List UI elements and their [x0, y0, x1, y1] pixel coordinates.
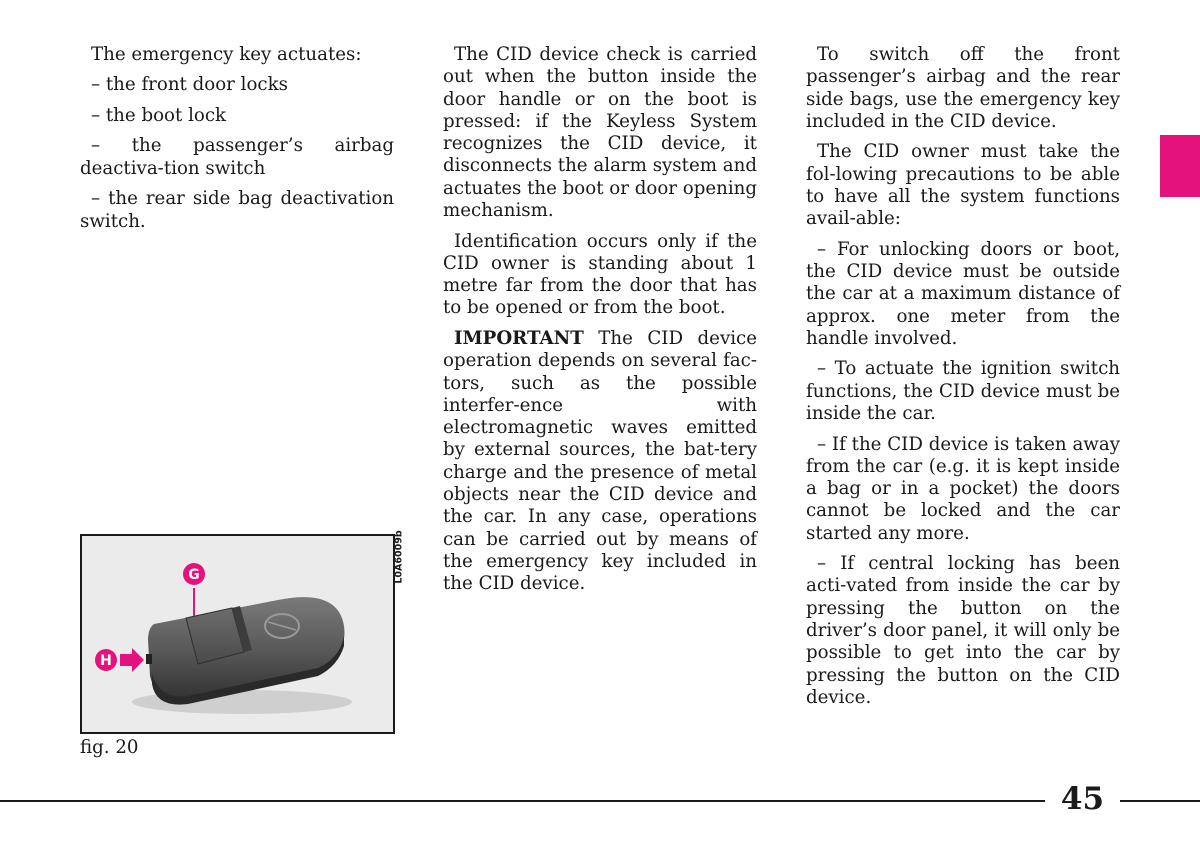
- footer-rule-left: [0, 800, 1045, 802]
- paragraph: [443, 231, 757, 320]
- list-item: – To actuate the ignition switch functions, the CID device must be inside the car.: [806, 358, 1120, 425]
- paragraph-text: The CID device operation depends on several fac-tors, such as the possible interfer-ence with electromagnetic waves emitted by external sources, the bat-tery charge and the presence of metal objects near the CID device and the car. In any case, operations can be carried out by means of the emergency key included in the CID device.: [443, 327, 757, 595]
- list-item: – If the CID device is taken away from the car (e.g. it is kept inside a bag or in a pocket) the doors cannot be locked and the car started any more.: [806, 433, 1120, 544]
- figure-code-text: L0A6009b: [393, 530, 405, 584]
- text-column-right: [806, 44, 1120, 717]
- text-column-middle: [443, 44, 757, 604]
- text-column-left: [80, 44, 394, 241]
- list-item: – the boot lock: [91, 104, 227, 126]
- list-item: – For unlocking doors or boot, the CID device must be outside the car at a maximum distance of approx. one meter from the handle involved.: [806, 238, 1120, 349]
- paragraph-text: The CID device check is carried out when the button inside the door handle or on the boot is pressed: if the Keyless System recognizes the CID device, it disconnects the alarm system and actuates the boot or door opening mechanism.: [443, 44, 757, 222]
- list-item: – If central locking has been acti-vated from inside the car by pressing the button on the driver’s door panel, it will only be possible to get into the car by pressing the button on the CID device.: [806, 553, 1120, 708]
- paragraph-text: Identification occurs only if the CID owner is standing about 1 metre far from the door that has to be opened or from the boot.: [443, 230, 757, 319]
- section-tab-marker: [1160, 135, 1200, 197]
- important-label: IMPORTANT: [454, 327, 584, 349]
- figure-caption: fig. 20: [80, 737, 139, 758]
- figure-code: [392, 530, 406, 584]
- footer-rule-right: [1120, 800, 1200, 802]
- important-paragraph: [443, 328, 757, 596]
- side-button: [146, 654, 152, 664]
- list-item: – the front door locks: [91, 74, 288, 96]
- key-fob-illustration: [82, 536, 393, 732]
- callout-g-label: G: [188, 567, 200, 583]
- callout-h-label: H: [100, 653, 112, 669]
- paragraph: The emergency key actuates:: [91, 44, 362, 65]
- page-number: 45: [1060, 781, 1105, 817]
- list-item: – the passenger’s airbag deactiva-tion switch: [80, 135, 394, 179]
- paragraph: To switch off the front passenger’s airbag and the rear side bags, use the emergency key included in the CID device.: [806, 44, 1120, 132]
- arrow-right-icon: [120, 648, 144, 672]
- paragraph: The CID owner must take the fol-lowing precautions to be able to have all the system functions avail-able:: [806, 141, 1120, 230]
- list-item: – the rear side bag deactivation switch.: [80, 188, 394, 232]
- figure-key-fob: [80, 534, 395, 734]
- paragraph: [443, 44, 757, 222]
